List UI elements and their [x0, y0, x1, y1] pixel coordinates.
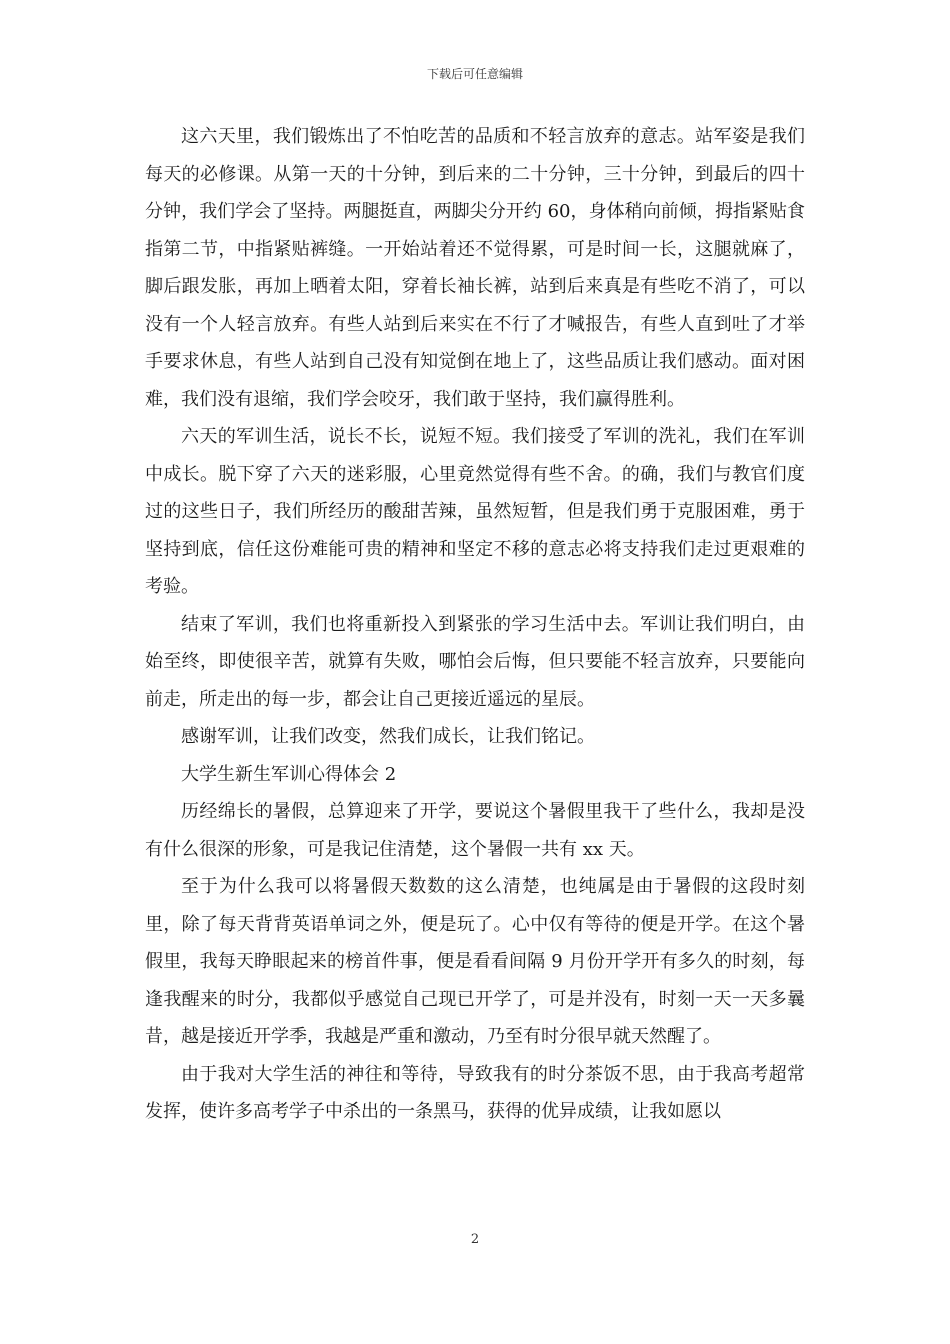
paragraph-military-training-qualities: 这六天里，我们锻炼出了不怕吃苦的品质和不轻言放弃的意志。站军姿是我们每天的必修课。从第一天的十分钟，到后来的二十分钟，三十分钟，到最后的四十分钟，我们学会了坚持。两腿挺直，两脚尖分开约 60，身体稍向前倾，拇指紧贴食指第二节，中指紧贴裤缝。一开始站着还不觉得累，可是时间一长，这腿就麻了，脚后跟发胀，再加上晒着太阳，穿着长袖长裤，站到后来真是有些吃不消了，可以没有一个人轻言放弃。有些人站到后来实在不行了才喊报告，有些人直到吐了才举手要求休息，有些人站到自己没有知觉倒在地上了，这些品质让我们感动。面对困难，我们没有退缩，我们学会咬牙，我们敢于坚持，我们赢得胜利。	[145, 126, 805, 410]
paragraph-six-days-reflection: 六天的军训生活，说长不长，说短不短。我们接受了军训的洗礼，我们在军训中成长。脱下穿了六天的迷彩服，心里竟然觉得有些不舍。的确，我们与教官们度过的这些日子，我们所经历的酸甜苦辣，虽然短暂，但是我们勇于克服困难，勇于坚持到底，信任这份难能可贵的精神和坚定不移的意志必将支持我们走过更艰难的考验。	[145, 426, 805, 597]
paragraph-end-of-training: 结束了军训，我们也将重新投入到紧张的学习生活中去。军训让我们明白，由始至终，即使很辛苦，就算有失败，哪怕会后悔，但只要能不轻言放弃，只要能向前走，所走出的每一步，都会让自己更接近遥远的星辰。	[145, 613, 805, 710]
page-number: 2	[470, 1232, 480, 1247]
paragraph-counting-days: 至于为什么我可以将暑假天数数的这么清楚，也纯属是由于暑假的这段时刻里，除了每天背背英语单词之外，便是玩了。心中仅有等待的便是开学。在这个暑假里，我每天睁眼起来的榜首件事，便是看看间隔 9 月份开学开有多久的时刻，每逢我醒来的时分，我都似乎感觉自己现已开学了，可是并没有，时刻一天一天多曩昔，越是接近开学季，我越是严重和激动，乃至有时分很早就天然醒了。	[145, 876, 805, 1047]
paragraph-thanks: 感谢军训，让我们改变，然我们成长，让我们铭记。	[181, 726, 595, 747]
paragraph-summer-break: 历经绵长的暑假，总算迎来了开学，要说这个暑假里我干了些什么，我却是没有什么很深的形象，可是我记住清楚，这个暑假一共有 xx 天。	[145, 801, 805, 860]
section-heading: 大学生新生军训心得体会 2	[181, 763, 397, 785]
paragraph-college-anticipation: 由于我对大学生活的神往和等待，导致我有的时分茶饭不思，由于我高考超常发挥，使许多高考学子中杀出的一条黑马，获得的优异成绩，让我如愿以	[145, 1063, 805, 1122]
document-body	[145, 118, 805, 1131]
page-header: 下载后可任意编辑	[426, 67, 523, 81]
